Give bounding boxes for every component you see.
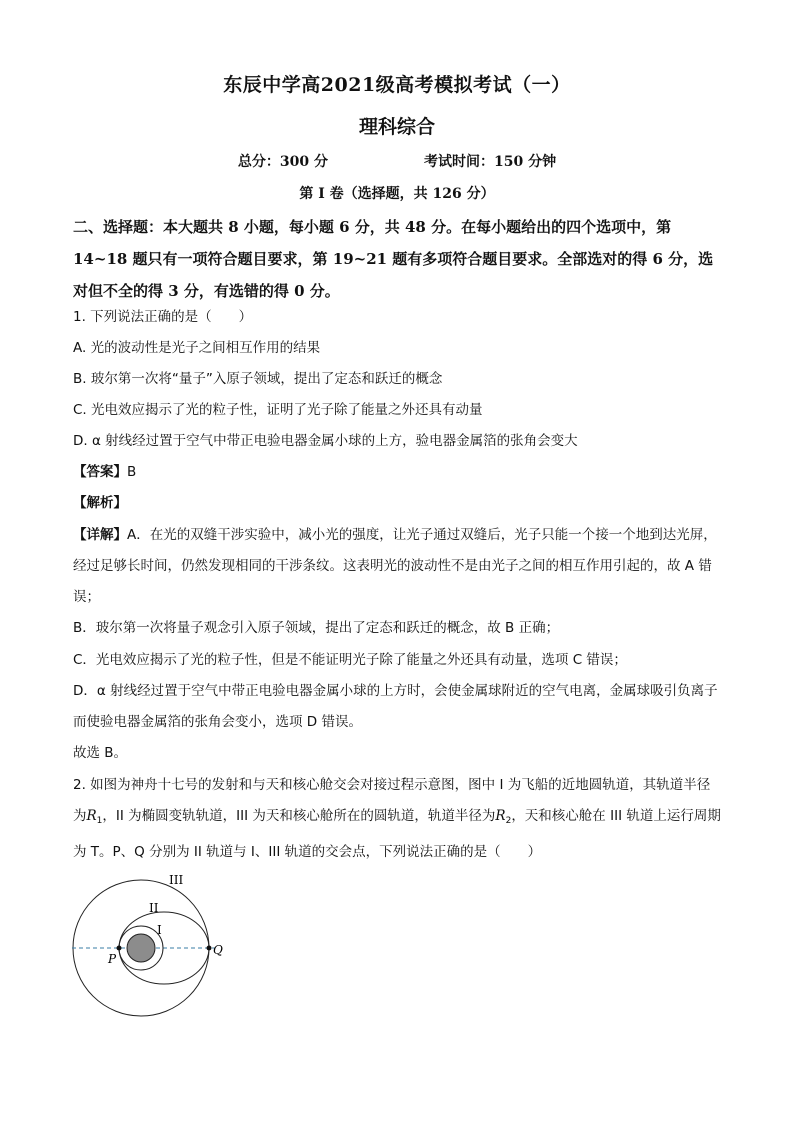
exam-meta [0,151,794,171]
q1-option-a: A. 光的波动性是光子之间相互作用的结果 [73,340,321,356]
point-q [207,946,212,951]
q1-option-b: B. 玻尔第一次将“量子”入原子领域，提出了定态和跃迁的概念 [73,371,443,387]
detail-d: D．α 射线经过置于空气中带正电验电器金属小球的上方时，会使金属球附近的空气电离，金属球吸引负离子而使验电器金属箔的张角会变小，选项 D 错误。 [73,683,718,730]
answer-value: B [127,464,137,480]
q1-option-d: D. α 射线经过置于空气中带正电验电器金属小球的上方，验电器金属箔的张角会变大 [73,433,578,449]
q2-stem-part2: ，II 为椭圆变轨轨道，III 为天和核心舱所在的圆轨道，轨道半径为 [102,808,496,824]
detail-a-text: A．在光的双缝干涉实验中，减小光的强度，让光子通过双缝后，光子只能一个接一个地到达光屏，经过足够长时间，仍然发现相同的干涉条纹。这表明光的波动性不是由光子之间的相互作用引起的，故 A 错误； [73,527,717,605]
exam-time: 考试时间：150 分钟 [424,154,557,170]
q1-answer [73,462,721,482]
r2-subscript: 2 [505,816,512,826]
q2-stem-part3: ，天和核心舱在 III 轨道上运行周期为 T。P、Q 分别为 II 轨道与 I、III 轨道的交会点，下列说法正确的是（ ） [73,808,721,860]
r1-symbol: R [86,808,97,824]
orbit-diagram [70,868,240,1018]
q2-stem-part1: 2. 如图为神舟十七号的发射和与天和核心舱交会对接过程示意图，图中 I 为飞船的近地圆轨道，其轨道半径为 [73,777,711,824]
volume-heading: 第 I 卷（选择题，共 126 分） [299,186,495,202]
answer-tag: 【答案】 [73,464,127,480]
q1-option-c: C. 光电效应揭示了光的粒子性，证明了光子除了能量之外还具有动量 [73,402,483,418]
q2-stem [73,770,721,868]
label-p: P [108,952,117,966]
point-p [117,946,122,951]
label-iii: III [169,873,184,887]
detail-a [73,520,721,613]
exam-title: 东辰中学高2021级高考模拟考试（一） [223,74,571,96]
label-q: Q [213,943,223,957]
q1-conclusion: 故选 B。 [73,745,128,761]
exam-subtitle: 理科综合 [358,116,435,138]
detail-tag: 【详解】 [73,527,127,543]
label-i: I [157,923,162,937]
earth [127,934,155,962]
r1-subscript: 1 [96,816,103,826]
r2-symbol: R [495,808,506,824]
total-score: 总分：300 分 [237,154,328,170]
q1-stem: 1. 下列说法正确的是（ ） [73,309,253,325]
detail-b: B．玻尔第一次将量子观念引入原子领域，提出了定态和跃迁的概念，故 B 正确； [73,620,560,636]
section-instructions: 二、选择题：本大题共 8 小题，每小题 6 分，共 48 分。在每小题给出的四个选项中，第 14~18 题只有一项符合题目要求，第 19~21 题有多项符合题目要求。全部选对的得 6 分，选对但不全的得 3 分，有选错的得 0 分。 [73,218,714,300]
label-ii: II [149,901,159,915]
analysis-tag: 【解析】 [73,495,127,511]
detail-c: C．光电效应揭示了光的粒子性，但是不能证明光子除了能量之外还具有动量，选项 C 错误； [73,652,627,668]
